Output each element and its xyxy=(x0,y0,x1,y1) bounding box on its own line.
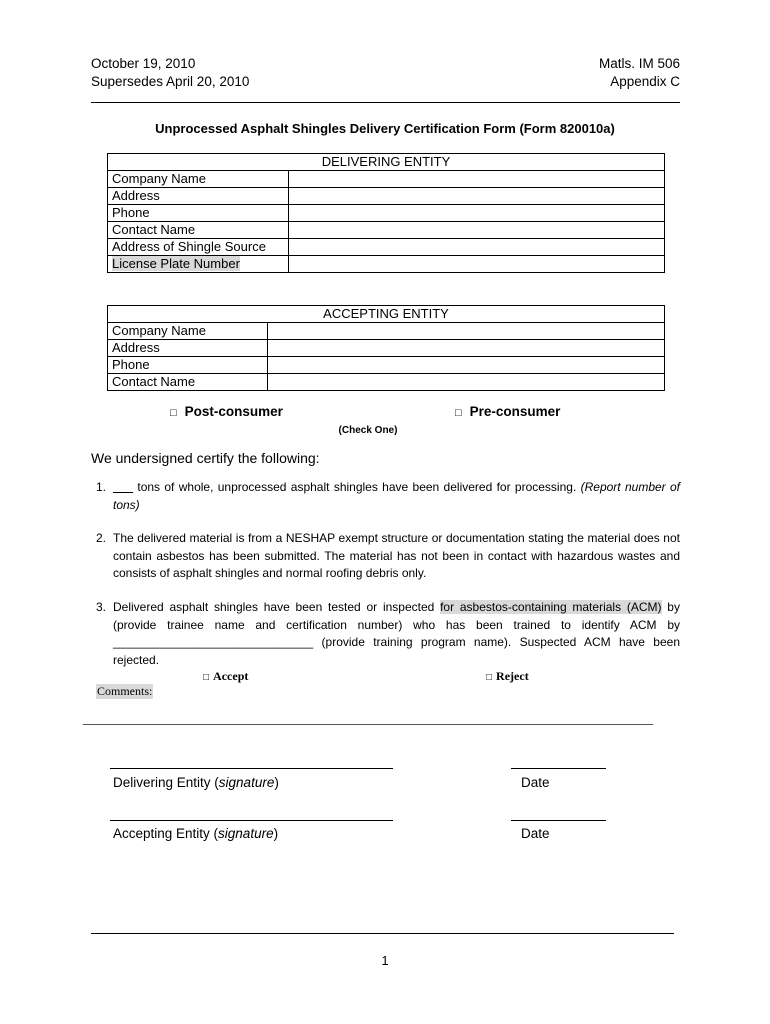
accepting-contact-name-input[interactable] xyxy=(268,374,665,391)
delivering-date-line[interactable] xyxy=(511,768,606,769)
certification-item-3 xyxy=(91,599,680,669)
footer-rule xyxy=(91,933,674,934)
tons-blank[interactable]: ___ xyxy=(113,480,134,494)
accepting-date-label: Date xyxy=(521,826,550,841)
comments-label: Comments: xyxy=(97,684,153,698)
close-paren: ) xyxy=(274,775,279,790)
document-id: Matls. IM 506 xyxy=(598,56,680,71)
pre-consumer-label: Pre-consumer xyxy=(469,404,561,419)
signature-word: signature xyxy=(218,775,275,790)
delivering-entity-heading: DELIVERING ENTITY xyxy=(108,154,665,171)
item-3-text-c: (provide training program name). Suspected ACM have been rejected. xyxy=(113,635,680,667)
delivering-date-label: Date xyxy=(521,775,550,790)
pre-consumer-option[interactable] xyxy=(455,404,560,419)
delivering-entity-table xyxy=(107,153,665,273)
accepting-signature-label xyxy=(113,826,278,841)
certification-item-2 xyxy=(91,530,680,583)
accepting-field-label: Address xyxy=(108,340,268,357)
accepting-date-line[interactable] xyxy=(511,820,606,821)
header-left xyxy=(91,55,249,91)
check-one-note: (Check One) xyxy=(338,425,398,436)
revision-date: October 19, 2010 xyxy=(91,56,196,71)
delivering-field-label: Address xyxy=(108,188,289,205)
post-consumer-checkbox[interactable]: □ xyxy=(170,407,177,419)
header-rule xyxy=(91,102,680,103)
delivering-contact-name-input[interactable] xyxy=(289,222,665,239)
accepting-signature-prefix: Accepting Entity ( xyxy=(113,826,219,841)
item-3-text-a: Delivered asphalt shingles have been tested or inspected xyxy=(113,600,435,614)
header-right xyxy=(599,55,680,91)
accepting-phone-input[interactable] xyxy=(268,357,665,374)
certification-item-1 xyxy=(91,479,680,514)
accept-label: Accept xyxy=(213,669,249,683)
delivering-field-label: Contact Name xyxy=(108,222,289,239)
accepting-entity-heading: ACCEPTING ENTITY xyxy=(108,306,665,323)
delivering-signature-label xyxy=(113,775,279,790)
delivering-company-name-input[interactable] xyxy=(289,171,665,188)
delivering-phone-input[interactable] xyxy=(289,205,665,222)
accepting-field-label: Phone xyxy=(108,357,268,374)
accept-checkbox[interactable]: □ xyxy=(203,672,210,683)
delivering-signature-line[interactable] xyxy=(110,768,393,769)
delivering-field-label: Address of Shingle Source xyxy=(108,239,289,256)
delivering-field-label xyxy=(108,256,289,273)
accepting-company-name-input[interactable] xyxy=(268,323,665,340)
item-number: 1. xyxy=(96,480,107,494)
appendix-label: Appendix C xyxy=(610,74,680,89)
item-number: 2. xyxy=(96,531,107,545)
acm-highlight: for asbestos-containing materials (ACM) xyxy=(440,600,662,614)
reject-label: Reject xyxy=(496,669,529,683)
shingle-source-address-input[interactable] xyxy=(289,239,665,256)
reject-checkbox[interactable]: □ xyxy=(486,672,493,683)
accepting-entity-table xyxy=(107,305,665,391)
accept-option[interactable] xyxy=(203,669,248,684)
item-1-note: (Report number of tons) xyxy=(113,480,680,512)
delivering-signature-prefix: Delivering Entity ( xyxy=(113,775,219,790)
item-3-text-b: by (provide trainee name and certification number) who has been trained to identify ACM by xyxy=(113,600,680,632)
page-number: 1 xyxy=(381,953,389,968)
license-plate-label: License Plate Number xyxy=(112,256,240,271)
signature-word: signature xyxy=(218,826,274,841)
delivering-field-label: Phone xyxy=(108,205,289,222)
delivering-field-label: Company Name xyxy=(108,171,289,188)
supersedes-date: Supersedes April 20, 2010 xyxy=(91,74,250,89)
accepting-field-label: Company Name xyxy=(108,323,268,340)
post-consumer-option[interactable] xyxy=(170,404,283,419)
item-2-text: The delivered material is from a NESHAP exempt structure or documentation stating the material does not contain asbestos has been submitted. The material has not been in contact with hazardous wastes and consists of asphalt shingles and normal roofing debris only. xyxy=(113,531,680,580)
accepting-signature-line[interactable] xyxy=(110,820,393,821)
close-paren: ) xyxy=(273,826,279,841)
item-1-text: tons of whole, unprocessed asphalt shingles have been delivered for processing. xyxy=(137,480,577,494)
license-plate-input[interactable] xyxy=(289,256,665,273)
accepting-field-label: Contact Name xyxy=(108,374,268,391)
pre-consumer-checkbox[interactable]: □ xyxy=(455,407,462,419)
reject-option[interactable] xyxy=(486,669,529,684)
post-consumer-label: Post-consumer xyxy=(184,404,283,419)
item-number: 3. xyxy=(96,600,107,614)
delivering-address-input[interactable] xyxy=(289,188,665,205)
accepting-address-input[interactable] xyxy=(268,340,665,357)
certify-intro: We undersigned certify the following: xyxy=(91,450,320,466)
comments-line[interactable] xyxy=(83,724,653,725)
training-program-blank[interactable]: ______________________________ xyxy=(113,635,314,649)
form-title: Unprocessed Asphalt Shingles Delivery Certification Form (Form 820010a) xyxy=(155,121,615,136)
